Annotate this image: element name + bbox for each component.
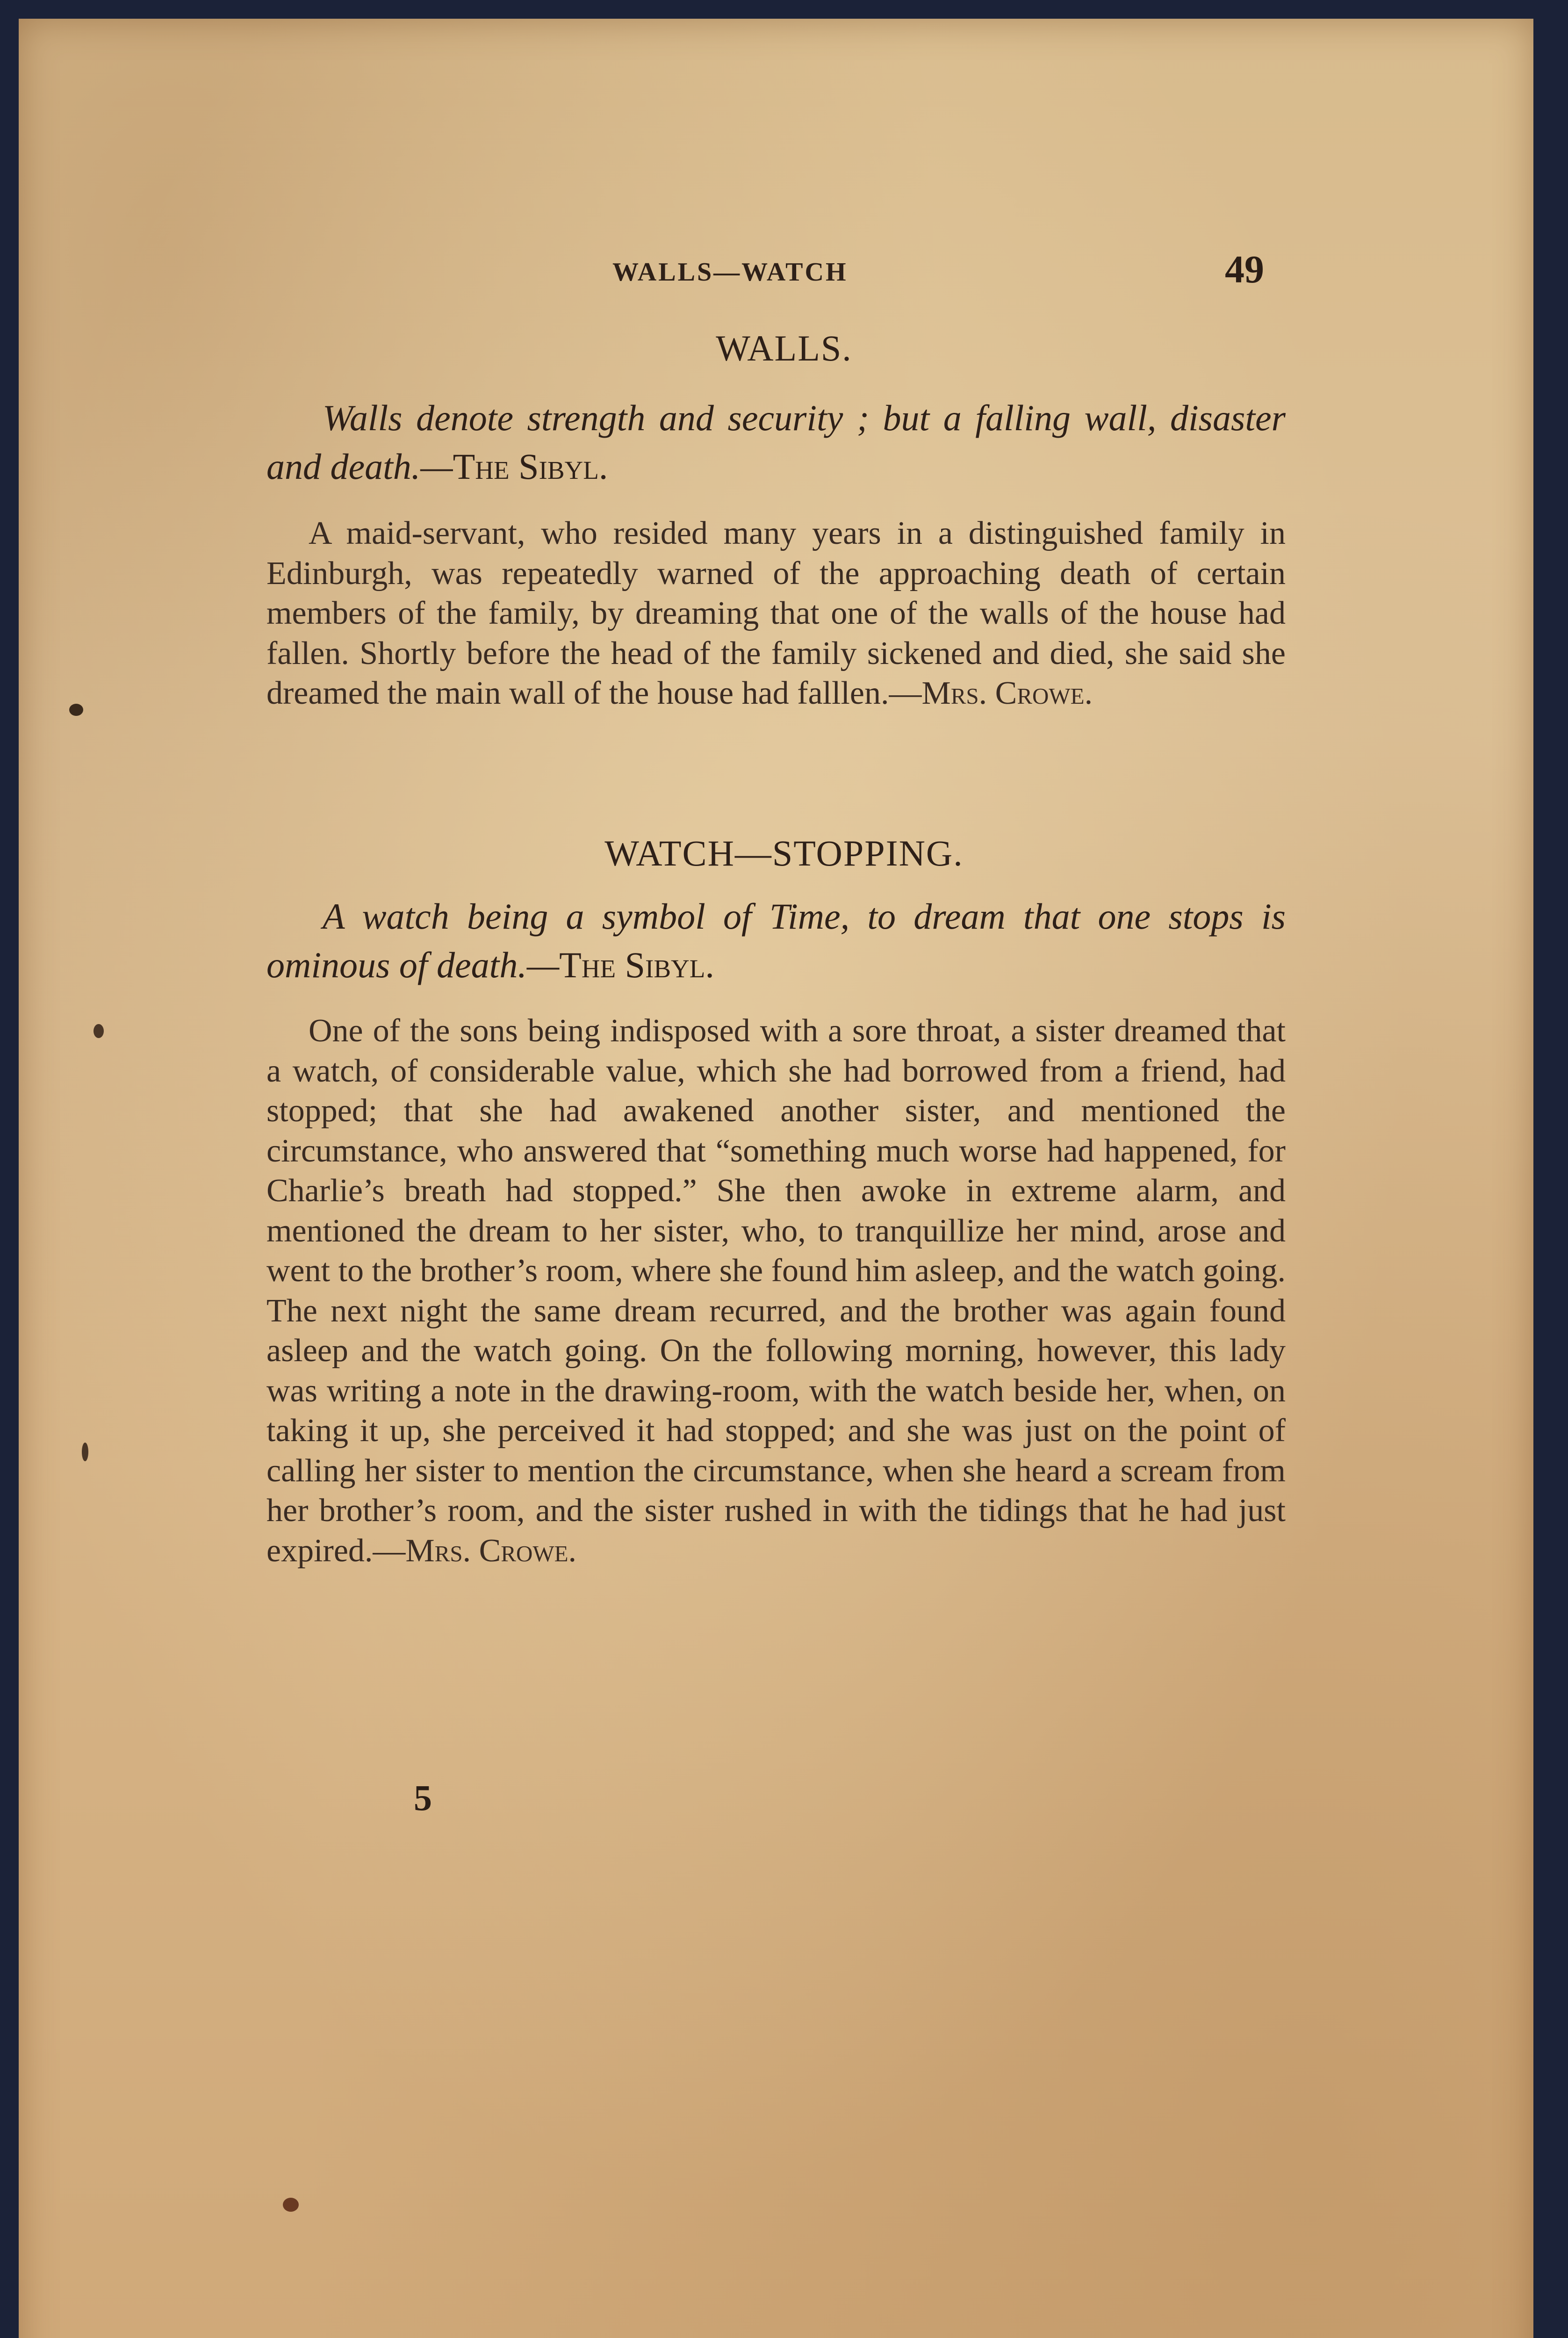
walls-epigraph: [266, 394, 1286, 491]
walls-body-text: A maid-servant, who resided many years in a distinguished family in Edinburgh, was repeatedly warned of the approaching death of certain members of the family, by dreaming that one of the walls of the house had fallen. Shortly before the head of the family sickened and died, she said she dreamed the main wall of the house had falllen.—: [266, 515, 1286, 711]
watch-body-text: One of the sons being indisposed with a sore throat, a sister dreamed that a watch, of considerable value, which she had borrowed from a friend, had stopped; that she had awakened another sister, and mentioned the circumstance, who answered that “something much worse had happened, for Charlie’s breath had stopped.” She then awoke in extreme alarm, and mentioned the dream to her sister, who, to tranquillize her mind, arose and went to the brother’s room, where she found him asleep, and the watch going. The next night the same dream recurred, and the brother was again found asleep and the watch going. On the following morning, however, this lady was writing a note in the drawing-room, with the watch beside her, when, on taking it up, she perceived it had stopped; and she was just on the point of calling her sister to mention the circumstance, when she heard a scream from her brother’s room, and the sister rushed in with the tidings that he had just expired.—: [266, 1013, 1286, 1569]
watch-epigraph-attribution: The Sibyl.: [559, 945, 714, 985]
signature-mark: 5: [414, 1777, 432, 1818]
walls-body-attribution: Mrs. Crowe.: [921, 675, 1093, 711]
margin-ink-mark: [82, 1443, 88, 1461]
book-page: [19, 19, 1533, 2338]
watch-heading: WATCH—STOPPING.: [604, 833, 964, 873]
walls-body: [266, 513, 1286, 714]
watch-epigraph: [266, 892, 1286, 989]
running-head: WALLS—WATCH: [612, 258, 848, 287]
walls-epigraph-text: Walls denote strength and security ; but a falling wall, disaster and death.—: [266, 397, 1286, 487]
walls-heading: WALLS.: [716, 328, 852, 368]
watch-body: [266, 1011, 1286, 1571]
margin-ink-mark: [69, 704, 83, 716]
page-number: 49: [1225, 248, 1264, 291]
walls-epigraph-attribution: The Sibyl.: [453, 446, 608, 487]
watch-epigraph-text: A watch being a symbol of Time, to dream that one stops is ominous of death.—: [266, 896, 1286, 985]
stain-mark: [283, 2198, 299, 2212]
margin-ink-mark: [94, 1024, 104, 1038]
watch-body-attribution: Mrs. Crowe.: [405, 1532, 577, 1569]
